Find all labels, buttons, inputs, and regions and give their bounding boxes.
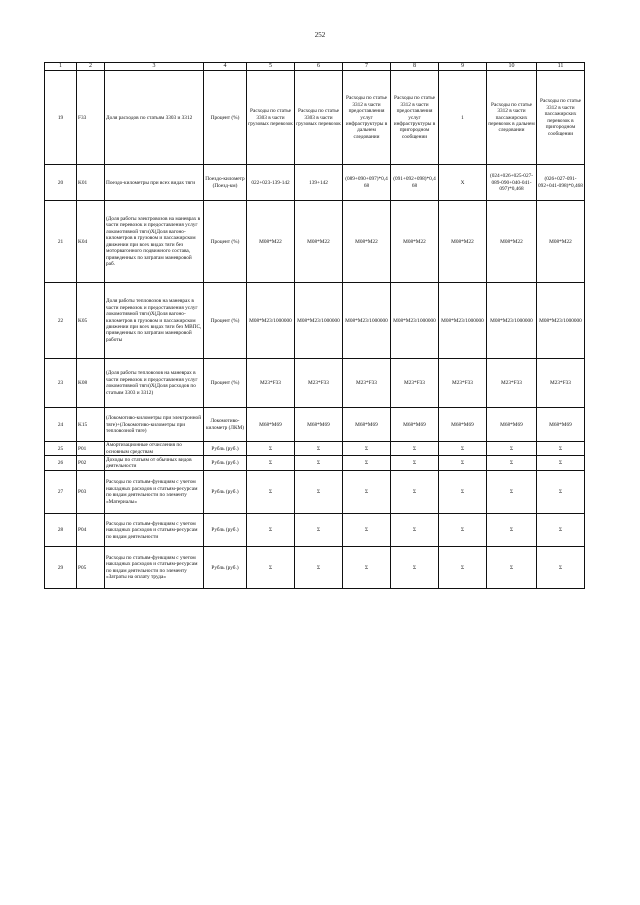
row-unit: Локомотиво-километр (ЛКМ) <box>204 408 247 442</box>
cell-value: M08*M22 <box>391 201 439 283</box>
row-number: 19 <box>45 71 77 165</box>
row-number: 26 <box>45 456 77 471</box>
cell-value: Σ <box>391 471 439 514</box>
cell-value: M68*M69 <box>487 408 537 442</box>
row-code: K04 <box>77 201 105 283</box>
page-number: 252 <box>314 31 326 39</box>
cell-value: Σ <box>343 547 391 589</box>
cell-value: (089+090+097)*0,468 <box>343 165 391 201</box>
cell-value: Расходы по статье 3303 в части грузовых перевозок <box>295 71 343 165</box>
cell-value: Σ <box>247 514 295 547</box>
table-row <box>45 408 585 442</box>
column-number: 1 <box>45 63 77 71</box>
cell-value: Расходы по статье 3312 в части предоставления услуг инфраструктуры в пригородном сообщении <box>391 71 439 165</box>
row-number: 20 <box>45 165 77 201</box>
cell-value: M68*M69 <box>247 408 295 442</box>
cell-value: Расходы по статье 3312 в части предоставления услуг инфраструктуры в дальнем следовании <box>343 71 391 165</box>
column-number: 11 <box>537 63 585 71</box>
cell-value: Σ <box>537 442 585 456</box>
cell-value: M08*M22 <box>247 201 295 283</box>
cell-value: Σ <box>343 514 391 547</box>
row-code: P05 <box>77 547 105 589</box>
cell-value: M68*M69 <box>343 408 391 442</box>
table-row <box>45 359 585 408</box>
row-unit: Процент (%) <box>204 71 247 165</box>
cell-value: Σ <box>487 456 537 471</box>
row-name: Расходы по статьям-функциям с учетом накладных расходов и статьям-ресурсам по видам деятельности по элементу «Материалы» <box>105 471 204 514</box>
cell-value: M08*M22 <box>343 201 391 283</box>
row-number: 24 <box>45 408 77 442</box>
row-code: K15 <box>77 408 105 442</box>
cell-value: M08*M23/1000000 <box>487 283 537 359</box>
row-code: P02 <box>77 456 105 471</box>
cell-value: Σ <box>391 456 439 471</box>
cell-value: Σ <box>487 514 537 547</box>
cell-value: Σ <box>537 471 585 514</box>
cell-value: Σ <box>537 514 585 547</box>
cell-value: M08*M23/1000000 <box>439 283 487 359</box>
table-row <box>45 71 585 165</box>
cell-value: Расходы по статье 3312 в части пассажирских перевозок в дальнем следовании <box>487 71 537 165</box>
cell-value: Σ <box>439 514 487 547</box>
cell-value: Расходы по статье 3312 в части пассажирских перевозок в пригородном сообщении <box>537 71 585 165</box>
cell-value: M08*M23/1000000 <box>295 283 343 359</box>
cell-value: M08*M22 <box>487 201 537 283</box>
cell-value: Σ <box>343 471 391 514</box>
cell-value: M23*F33 <box>439 359 487 408</box>
table-row <box>45 471 585 514</box>
row-unit: Процент (%) <box>204 359 247 408</box>
cell-value: M68*M69 <box>295 408 343 442</box>
cell-value: M23*F33 <box>247 359 295 408</box>
row-name: (Доля работы тепловозов на маневрах в части перевозок и предоставления услуг локомотивной тяги)Х(Доля расходов по статьям 3303 и 3312) <box>105 359 204 408</box>
cell-value: Σ <box>247 456 295 471</box>
cell-value: Σ <box>391 514 439 547</box>
cell-value: M08*M22 <box>439 201 487 283</box>
row-unit: Процент (%) <box>204 283 247 359</box>
row-name: Доходы по статьям от обычных видов деятельности <box>105 456 204 471</box>
column-number: 7 <box>343 63 391 71</box>
row-number: 29 <box>45 547 77 589</box>
cell-value: (026+027-091-092+041-098)*0,468 <box>537 165 585 201</box>
row-number: 27 <box>45 471 77 514</box>
row-code: P03 <box>77 471 105 514</box>
cell-value: Σ <box>295 442 343 456</box>
cell-value: Σ <box>295 547 343 589</box>
row-unit: Поездо-километр (Поезд-км) <box>204 165 247 201</box>
row-name: (Локомотиво-километры при электронной тяге)+(Локомотиво-километры при тепловозной тяге) <box>105 408 204 442</box>
column-number: 5 <box>247 63 295 71</box>
cell-value: Σ <box>487 471 537 514</box>
cell-value: Σ <box>295 456 343 471</box>
row-name: Расходы по статьям-функциям с учетом накладных расходов и статьям-ресурсам по видам деятельности по элементу «Затраты на оплату труда» <box>105 547 204 589</box>
row-code: F33 <box>77 71 105 165</box>
table-row <box>45 165 585 201</box>
cell-value: (024+026+025-027-089-090+040-041-097)*0,468 <box>487 165 537 201</box>
cell-value: M68*M69 <box>537 408 585 442</box>
cell-value: M08*M23/1000000 <box>537 283 585 359</box>
table-row <box>45 456 585 471</box>
cell-value: 139+142 <box>295 165 343 201</box>
row-code: K01 <box>77 165 105 201</box>
cell-value: M23*F33 <box>295 359 343 408</box>
cell-value: X <box>439 165 487 201</box>
row-number: 28 <box>45 514 77 547</box>
cell-value: Σ <box>391 547 439 589</box>
cell-value: M23*F33 <box>487 359 537 408</box>
cell-value: Σ <box>343 442 391 456</box>
column-number: 2 <box>77 63 105 71</box>
cell-value: Σ <box>537 456 585 471</box>
cell-value: M23*F33 <box>343 359 391 408</box>
column-number: 3 <box>105 63 204 71</box>
row-name: Поездо-километры при всех видах тяги <box>105 165 204 201</box>
column-number: 9 <box>439 63 487 71</box>
row-name: Расходы по статьям-функциям с учетом накладных расходов и статьям-ресурсам по видам деятельности <box>105 514 204 547</box>
cell-value: Σ <box>247 471 295 514</box>
row-unit: Процент (%) <box>204 201 247 283</box>
cell-value: M23*F33 <box>537 359 585 408</box>
table-row <box>45 547 585 589</box>
row-unit: Рубль (руб.) <box>204 471 247 514</box>
cell-value: 1 <box>439 71 487 165</box>
row-number: 25 <box>45 442 77 456</box>
cell-value: 022+023-139-142 <box>247 165 295 201</box>
cell-value: Σ <box>439 547 487 589</box>
row-name: Доля работы тепловозов на маневрах в части перевозок и предоставления услуг локомотивной тяги)Х(Доля вагоно-километров в грузовом и пассажирском движении при всех видах тяги без МВПС, приведенных по затратам маневровой работы <box>105 283 204 359</box>
cell-value: Σ <box>247 442 295 456</box>
row-unit: Рубль (руб.) <box>204 547 247 589</box>
cell-value: M08*M23/1000000 <box>343 283 391 359</box>
row-unit: Рубль (руб.) <box>204 514 247 547</box>
cell-value: M08*M23/1000000 <box>391 283 439 359</box>
row-number: 23 <box>45 359 77 408</box>
cell-value: M68*M69 <box>439 408 487 442</box>
cell-value: Σ <box>295 471 343 514</box>
row-code: P01 <box>77 442 105 456</box>
row-name: Доля расходов по статьям 3303 и 3312 <box>105 71 204 165</box>
cell-value: M08*M22 <box>295 201 343 283</box>
data-table <box>44 62 585 589</box>
cell-value: M08*M22 <box>537 201 585 283</box>
table-row <box>45 442 585 456</box>
row-number: 22 <box>45 283 77 359</box>
cell-value: M68*M69 <box>391 408 439 442</box>
cell-value: Σ <box>439 456 487 471</box>
row-number: 21 <box>45 201 77 283</box>
table-row <box>45 514 585 547</box>
cell-value: Σ <box>487 547 537 589</box>
column-number: 8 <box>391 63 439 71</box>
cell-value: (091+092+098)*0,468 <box>391 165 439 201</box>
cell-value: M23*F33 <box>391 359 439 408</box>
cell-value: Расходы по статье 3303 в части грузовых перевозок <box>247 71 295 165</box>
cell-value: Σ <box>537 547 585 589</box>
column-number-row <box>45 63 585 71</box>
row-name: Амортизационные отчисления по основным средствам <box>105 442 204 456</box>
cell-value: Σ <box>295 514 343 547</box>
row-code: K08 <box>77 359 105 408</box>
table-row <box>45 283 585 359</box>
row-unit: Рубль (руб.) <box>204 442 247 456</box>
cell-value: Σ <box>487 442 537 456</box>
cell-value: Σ <box>343 456 391 471</box>
column-number: 4 <box>204 63 247 71</box>
column-number: 6 <box>295 63 343 71</box>
row-code: K05 <box>77 283 105 359</box>
column-number: 10 <box>487 63 537 71</box>
cell-value: Σ <box>439 442 487 456</box>
row-name: (Доля работы электровозов на маневрах в части перевозок и предоставления услуг локомотивной тяги)Х(Доля вагоно-километров в грузовом и пассажирском движении при всех видах тяги без моторвагонного подвижного состава, приведенных по затратам маневровой раб. <box>105 201 204 283</box>
table-row <box>45 201 585 283</box>
row-code: P04 <box>77 514 105 547</box>
cell-value: Σ <box>439 471 487 514</box>
cell-value: Σ <box>391 442 439 456</box>
cell-value: M08*M23/1000000 <box>247 283 295 359</box>
cell-value: Σ <box>247 547 295 589</box>
row-unit: Рубль (руб.) <box>204 456 247 471</box>
